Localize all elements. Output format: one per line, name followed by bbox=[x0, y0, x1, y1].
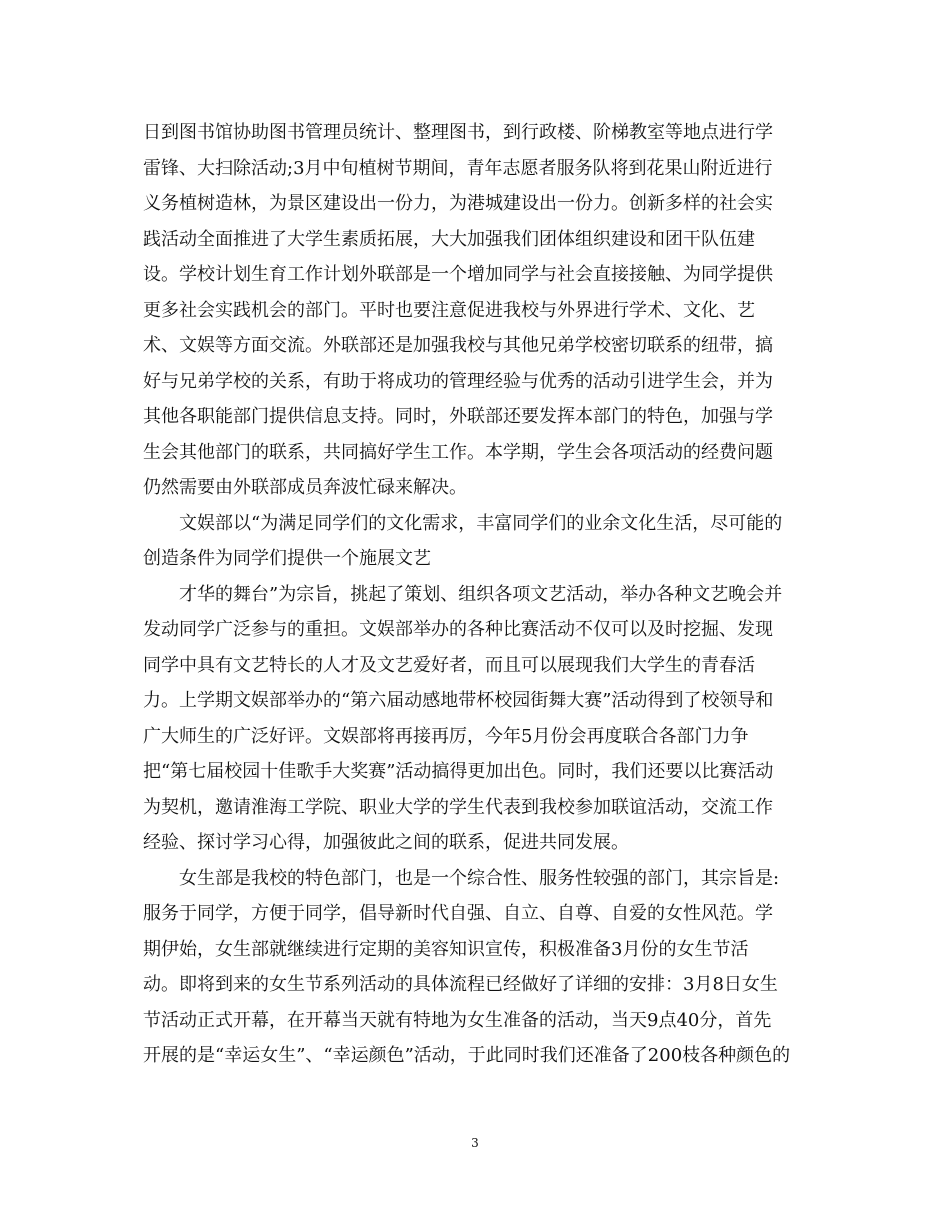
text-line: 仍然需要由外联部成员奔波忙碌来解决。 bbox=[143, 477, 467, 498]
text-line: 生会其他部门的联系，共同搞好学生工作。本学期，学生会各项活动的经费问题 bbox=[143, 441, 773, 463]
text-line: 设。学校计划生育工作计划外联部是一个增加同学与社会直接接触、为同学提供 bbox=[143, 264, 773, 285]
text-line: 经验、探讨学习心得，加强彼此之间的联系，促进共同发展。 bbox=[143, 832, 629, 853]
text-line: 文娱部以“为满足同学们的文化需求，丰富同学们的业余文化生活，尽可能的 bbox=[179, 512, 783, 534]
text-line: 创造条件为同学们提供一个施展文艺 bbox=[143, 548, 431, 569]
text-line: 同学中具有文艺特长的人才及文艺爱好者，而且可以展现我们大学生的青春活 bbox=[143, 654, 755, 676]
text-line: 为契机，邀请淮海工学院、职业大学的学生代表到我校参加联谊活动，交流工作 bbox=[143, 796, 773, 818]
text-line: 好与兄弟学校的关系，有助于将成功的管理经验与优秀的活动引进学生会，并为 bbox=[143, 370, 773, 392]
text-line: 服务于同学，方便于同学，倡导新时代自强、自立、自尊、自爱的女性风范。学 bbox=[143, 903, 773, 924]
text-line: 义务植树造林，为景区建设出一份力，为港城建设出一份力。创新多样的社会实 bbox=[143, 193, 773, 214]
text-line: 其他各职能部门提供信息支持。同时，外联部还要发挥本部门的特色，加强与学 bbox=[143, 406, 773, 427]
page-number: 3 bbox=[471, 1136, 479, 1150]
text-line: 开展的是“幸运女生”、“幸运颜色”活动，于此同时我们还准备了200枝各种颜色的 bbox=[143, 1045, 791, 1066]
text-line: 日到图书馆协助图书管理员统计、整理图书，到行政楼、阶梯教室等地点进行学 bbox=[143, 122, 773, 143]
text-line: 期伊始，女生部就继续进行定期的美容知识宣传，积极准备3月份的女生节活 bbox=[143, 938, 749, 960]
text-line: 发动同学广泛参与的重担。文娱部举办的各种比赛活动不仅可以及时挖掘、发现 bbox=[143, 619, 773, 640]
text-line: 术、文娱等方面交流。外联部还是加强我校与其他兄弟学校密切联系的纽带，搞 bbox=[143, 335, 773, 356]
text-line: 节活动正式开幕，在开幕当天就有特地为女生准备的活动，当天9点40分，首先 bbox=[143, 1009, 772, 1031]
text-line: 广大师生的广泛好评。文娱部将再接再厉，今年5月份会再度联合各部门力争 bbox=[143, 725, 749, 747]
text-line: 更多社会实践机会的部门。平时也要注意促进我校与外界进行学术、文化、艺 bbox=[143, 299, 755, 321]
text-line: 动。即将到来的女生节系列活动的具体流程已经做好了详细的安排：3月8日女生 bbox=[143, 974, 778, 995]
text-line: 力。上学期文娱部举办的“第六届动感地带杯校园街舞大赛”活动得到了校领导和 bbox=[143, 690, 774, 711]
text-line: 践活动全面推进了大学生素质拓展，大大加强我们团体组织建设和团干队伍建 bbox=[143, 228, 755, 250]
text-line: 才华的舞台”为宗旨，挑起了策划、组织各项文艺活动，举办各种文艺晚会并 bbox=[179, 583, 783, 605]
text-line: 女生部是我校的特色部门，也是一个综合性、服务性较强的部门，其宗旨是: bbox=[179, 867, 780, 889]
document-body bbox=[143, 115, 811, 1074]
text-line: 把“第七届校园十佳歌手大奖赛”活动搞得更加出色。同时，我们还要以比赛活动 bbox=[143, 761, 774, 782]
text-line: 雷锋、大扫除活动;3月中旬植树节期间，青年志愿者服务队将到花果山附近进行 bbox=[143, 157, 773, 179]
